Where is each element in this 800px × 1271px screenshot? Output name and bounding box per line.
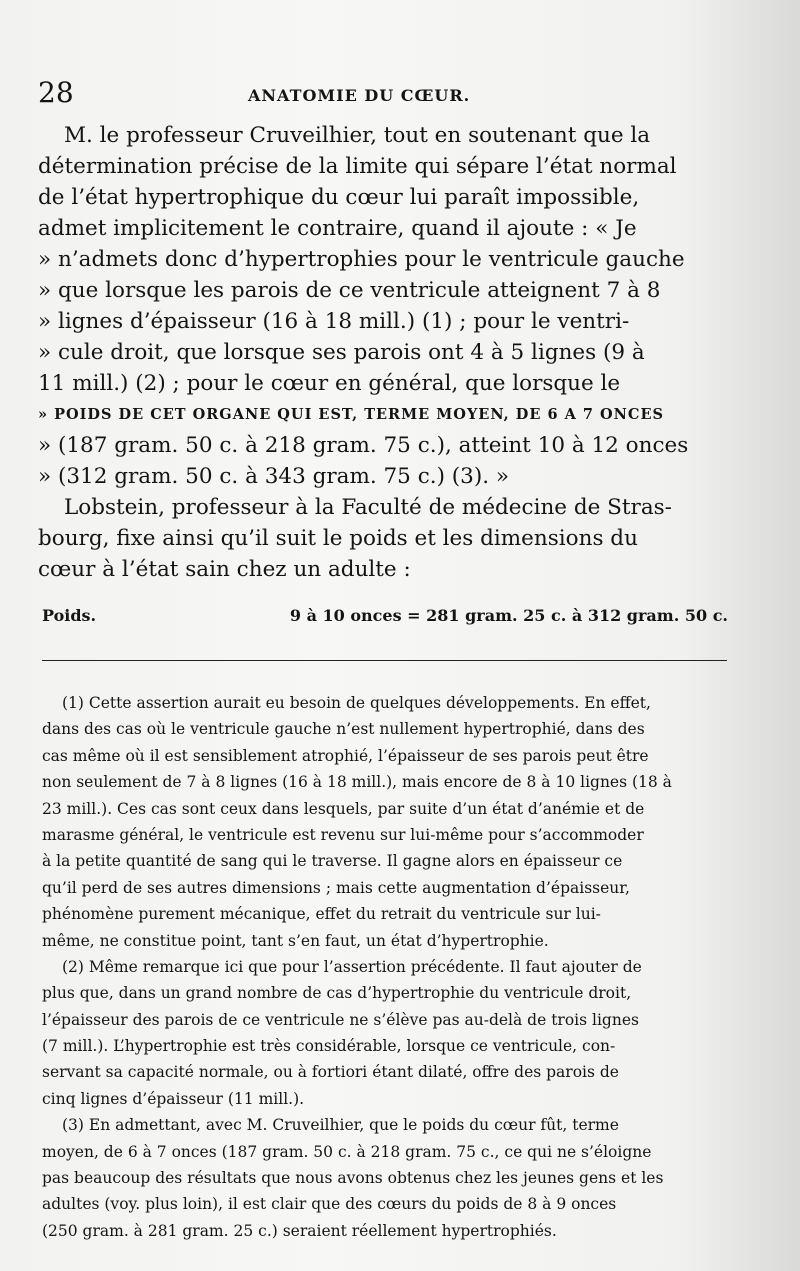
footnote-line: plus que, dans un grand nombre de cas d’hypertrophie du ventricule droit, [42,984,632,1003]
running-title: ANATOMIE DU CŒUR. [248,86,471,105]
text-line: bourg, fixe ainsi qu’il suit le poids et les dimensions du [38,526,638,551]
footnote-line: adultes (voy. plus loin), il est clair que des cœurs du poids de 8 à 9 onces [42,1195,617,1214]
text-line: » (187 gram. 50 c. à 218 gram. 75 c.), atteint 10 à 12 onces [38,433,689,458]
footnote-line: pas beaucoup des résultats que nous avons obtenus chez les jeunes gens et les [42,1169,664,1188]
footnote-line: dans des cas où le ventricule gauche n’est nullement hypertrophié, dans des [42,720,645,739]
footnote-line: non seulement de 7 à 8 lignes (16 à 18 mill.), mais encore de 8 à 10 lignes (18 à [42,773,672,792]
text-line: M. le professeur Cruveilhier, tout en soutenant que la [64,123,651,148]
footnote-line: l’épaisseur des parois de ce ventricule ne s’élève pas au-delà de trois lignes [42,1010,639,1029]
footnote-divider [42,660,727,661]
footnote-line: (1) Cette assertion aurait eu besoin de quelques développements. En effet, [62,694,651,712]
text-line: » cule droit, que lorsque ses parois ont 4 à 5 lignes (9 à [38,340,645,365]
text-line: admet implicitement le contraire, quand il ajoute : « Je [38,216,637,241]
text-line: » lignes d’épaisseur (16 à 18 mill.) (1) ; pour le ventri- [38,309,630,334]
footnote-line: (7 mill.). L’hypertrophie est très considérable, lorsque ce ventricule, con- [42,1037,616,1056]
text-line: de l’état hypertrophique du cœur lui paraît impossible, [38,185,640,210]
weights-value: 9 à 10 onces = 281 gram. 25 c. à 312 gram. 50 c. [289,606,728,625]
footnote-line: cas même où il est sensiblement atrophié, l’épaisseur de ses parois peut être [42,746,649,765]
footnote-line: marasme général, le ventricule est revenu sur lui-même pour s’accommoder [42,825,644,844]
footnote-line: (250 gram. à 281 gram. 25 c.) seraient réellement hypertrophiés. [42,1221,557,1240]
text-line-small-caps: » POIDS DE CET ORGANE QUI EST, TERME MOYEN, DE 6 A 7 ONCES [38,406,664,423]
text-line: 11 mill.) (2) ; pour le cœur en général, que lorsque le [38,371,621,396]
footnote-line: servant sa capacité normale, ou à fortiori étant dilaté, offre des parois de [42,1063,619,1082]
footnote-line: moyen, de 6 à 7 onces (187 gram. 50 c. à 218 gram. 75 c., ce qui ne s’éloigne [42,1142,652,1161]
text-line: » n’admets donc d’hypertrophies pour le ventricule gauche [38,247,685,272]
page-number: 28 [38,76,74,109]
footnote-line: 23 mill.). Ces cas sont ceux dans lesquels, par suite d’un état d’anémie et de [42,799,645,818]
footnote-line: même, ne constitue point, tant s’en faut, un état d’hypertrophie. [42,931,549,950]
weights-row [42,606,728,630]
footnote-line: cinq lignes d’épaisseur (11 mill.). [42,1089,305,1108]
footnote-line: (2) Même remarque ici que pour l’assertion précédente. Il faut ajouter de [62,957,642,976]
footnotes [42,690,732,1244]
text-line: » que lorsque les parois de ce ventricule atteignent 7 à 8 [38,278,661,303]
weights-label: Poids. [42,606,97,625]
text-line: Lobstein, professeur à la Faculté de médecine de Stras- [64,495,672,520]
footnote-line: phénomène purement mécanique, effet du retrait du ventricule sur lui- [42,905,601,924]
page-header [38,76,728,110]
text-line: détermination précise de la limite qui sépare l’état normal [38,154,677,179]
text-line: » (312 gram. 50 c. à 343 gram. 75 c.) (3). » [38,464,510,489]
main-text [38,120,728,585]
footnote-line: à la petite quantité de sang qui le traverse. Il gagne alors en épaisseur ce [42,852,623,871]
footnote-line: (3) En admettant, avec M. Cruveilhier, que le poids du cœur fût, terme [62,1116,619,1135]
text-line: cœur à l’état sain chez un adulte : [38,557,411,582]
footnote-line: qu’il perd de ses autres dimensions ; mais cette augmentation d’épaisseur, [42,878,630,897]
